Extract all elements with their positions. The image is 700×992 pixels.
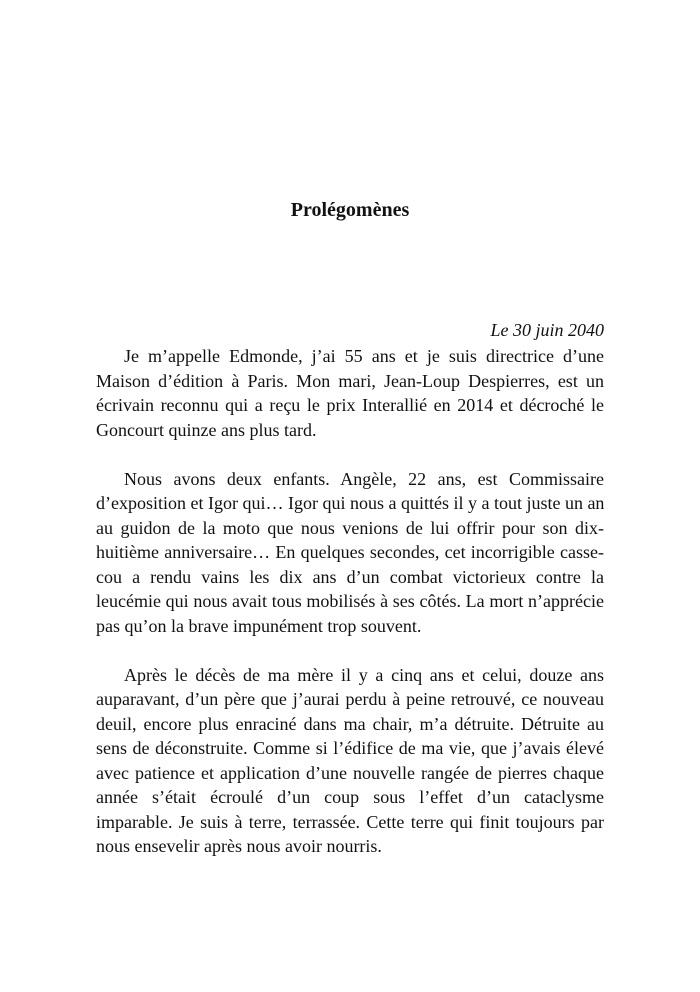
paragraph (96, 344, 604, 442)
text-line: huitième anniversaire… En quelques secondes, cet incorrigible casse- (96, 542, 604, 562)
text-line: Maison d’édition à Paris. Mon mari, Jean-Loup Despierres, est un (96, 370, 604, 391)
text-line: Goncourt quinze ans plus tard. (96, 419, 317, 440)
text-line: auparavant, d’un père que j’aurai perdu à peine retrouvé, ce nouveau (96, 689, 604, 709)
text-line: pas qu’on la brave impunément trop souvent. (96, 615, 422, 636)
text-line: sens de déconstruite. Comme si l’édifice de ma vie, que j’avais élevé (96, 738, 604, 758)
text-line: Je m’appelle Edmonde, j’ai 55 ans et je suis directrice d’une (124, 346, 604, 366)
text-line: Nous avons deux enfants. Angèle, 22 ans, est Commissaire (124, 468, 604, 489)
text-line: au guidon de la moto que nous venions de lui offrir pour son dix- (96, 517, 604, 538)
text-line: nous ensevelir après nous avoir nourris. (96, 836, 382, 856)
text-line: avec patience et application d’une nouvelle rangée de pierres chaque (96, 762, 604, 783)
paragraph (96, 467, 604, 639)
text-line: écrivain reconnu qui a reçu le prix Interallié en 2014 et décroché le (96, 395, 604, 415)
text-line: cou a rendu vains les dix ans d’un combat victorieux contre la (96, 566, 604, 587)
text-line: Après le décès de ma mère il y a cinq ans et celui, douze ans (124, 664, 604, 685)
text-line: imparable. Je suis à terre, terrassée. Cette terre qui finit toujours par (96, 811, 604, 832)
text-line: d’exposition et Igor qui… Igor qui nous a quittés il y a tout juste un an (96, 493, 605, 513)
paragraph (96, 663, 604, 859)
text-line: leucémie qui nous avait tous mobilisés à ses côtés. La mort n’apprécie (96, 591, 604, 611)
text-line: année s’était écroulé d’un coup sous l’effet d’un cataclysme (96, 787, 604, 807)
body-text (96, 344, 604, 883)
date-line: Le 30 juin 2040 (490, 320, 604, 340)
text-line: deuil, encore plus enraciné dans ma chair, m’a détruite. Détruite au (96, 713, 604, 734)
chapter-title: Prolégomènes (290, 199, 410, 221)
